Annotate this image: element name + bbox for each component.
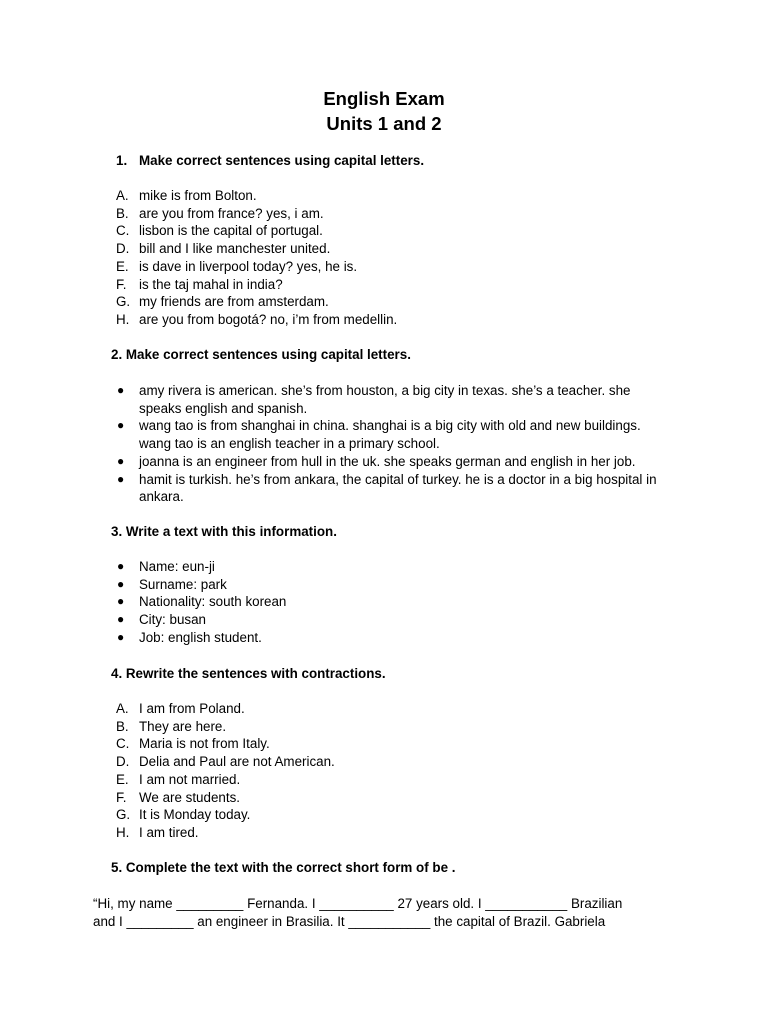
list-item: D. Delia and Paul are not American. xyxy=(116,754,335,770)
bullet-icon: ● xyxy=(117,383,125,397)
list-item: B. are you from france? yes, i am. xyxy=(116,205,324,221)
list-item: F. We are students. xyxy=(116,789,240,805)
section-2-heading: 2. Make correct sentences using capital letters. xyxy=(111,347,411,362)
list-item: ● Nationality: south korean xyxy=(117,594,287,610)
fill-in-line-1: “Hi, my name _________ Fernanda. I __________ 27 years old. I ___________ Brazilian xyxy=(93,896,623,911)
section-5-heading: 5. Complete the text with the correct short form of be . xyxy=(111,860,456,875)
section-4-heading: 4. Rewrite the sentences with contractions. xyxy=(111,666,386,681)
fill-in-text xyxy=(93,895,673,930)
list-item: ● Job: english student. xyxy=(117,629,262,645)
title-line-1: English Exam xyxy=(323,88,445,109)
fill-in-line-2: and I _________ an engineer in Brasilia. It ___________ the capital of Brazil. Gabriela xyxy=(93,913,606,929)
section-3-heading: 3. Write a text with this information. xyxy=(111,524,337,539)
list-item: H. are you from bogotá? no, i’m from medellin. xyxy=(116,311,398,327)
list-item: ● amy rivera is american. she’s from houston, a big city in texas. she’s a teacher. she speaks english and spanish. xyxy=(117,383,631,416)
list-item: F. is the taj mahal in india? xyxy=(116,276,283,292)
list-item: E. is dave in liverpool today? yes, he is. xyxy=(116,258,358,274)
list-item: G. It is Monday today. xyxy=(116,807,251,823)
list-item: B. They are here. xyxy=(116,718,227,734)
list-item: ● wang tao is from shanghai in china. shanghai is a big city with old and new buildings. wang tao is an english teacher in a primary school. xyxy=(117,418,641,452)
section-4-list xyxy=(116,700,335,842)
list-item: G. my friends are from amsterdam. xyxy=(116,294,329,310)
section-1-list xyxy=(116,187,397,329)
title-line-2: Units 1 and 2 xyxy=(326,113,442,134)
bullet-icon: ● xyxy=(117,612,125,627)
bullet-icon: ● xyxy=(117,594,125,609)
list-item: C. lisbon is the capital of portugal. xyxy=(116,223,323,239)
list-item: ● hamit is turkish. he’s from ankara, the capital of turkey. he is a doctor in a big hospital in ankara. xyxy=(117,471,657,505)
list-item: ● Name: eun-ji xyxy=(117,559,215,574)
list-item: E. I am not married. xyxy=(116,771,241,787)
section-3-list xyxy=(116,558,676,647)
list-item: A. I am from Poland. xyxy=(116,701,245,716)
section-1-number: 1. xyxy=(116,153,128,168)
bullet-icon: ● xyxy=(117,418,125,433)
bullet-icon: ● xyxy=(117,629,125,644)
section-1-heading-text: Make correct sentences using capital letters. xyxy=(139,153,425,168)
list-item: ● City: busan xyxy=(117,612,206,628)
list-item: D. bill and I like manchester united. xyxy=(116,241,331,257)
list-item: ● joanna is an engineer from hull in the uk. she speaks german and english in her job. xyxy=(117,453,636,469)
bullet-icon: ● xyxy=(117,453,125,468)
bullet-icon: ● xyxy=(117,559,125,573)
bullet-icon: ● xyxy=(117,576,125,591)
section-1-heading xyxy=(116,152,424,170)
list-item: ● Surname: park xyxy=(117,576,227,592)
exam-title xyxy=(0,86,768,136)
list-item: A. mike is from Bolton. xyxy=(116,188,257,203)
list-item: H. I am tired. xyxy=(116,824,199,840)
bullet-icon: ● xyxy=(117,471,125,486)
section-2-list xyxy=(116,382,676,506)
list-item: C. Maria is not from Italy. xyxy=(116,736,270,752)
